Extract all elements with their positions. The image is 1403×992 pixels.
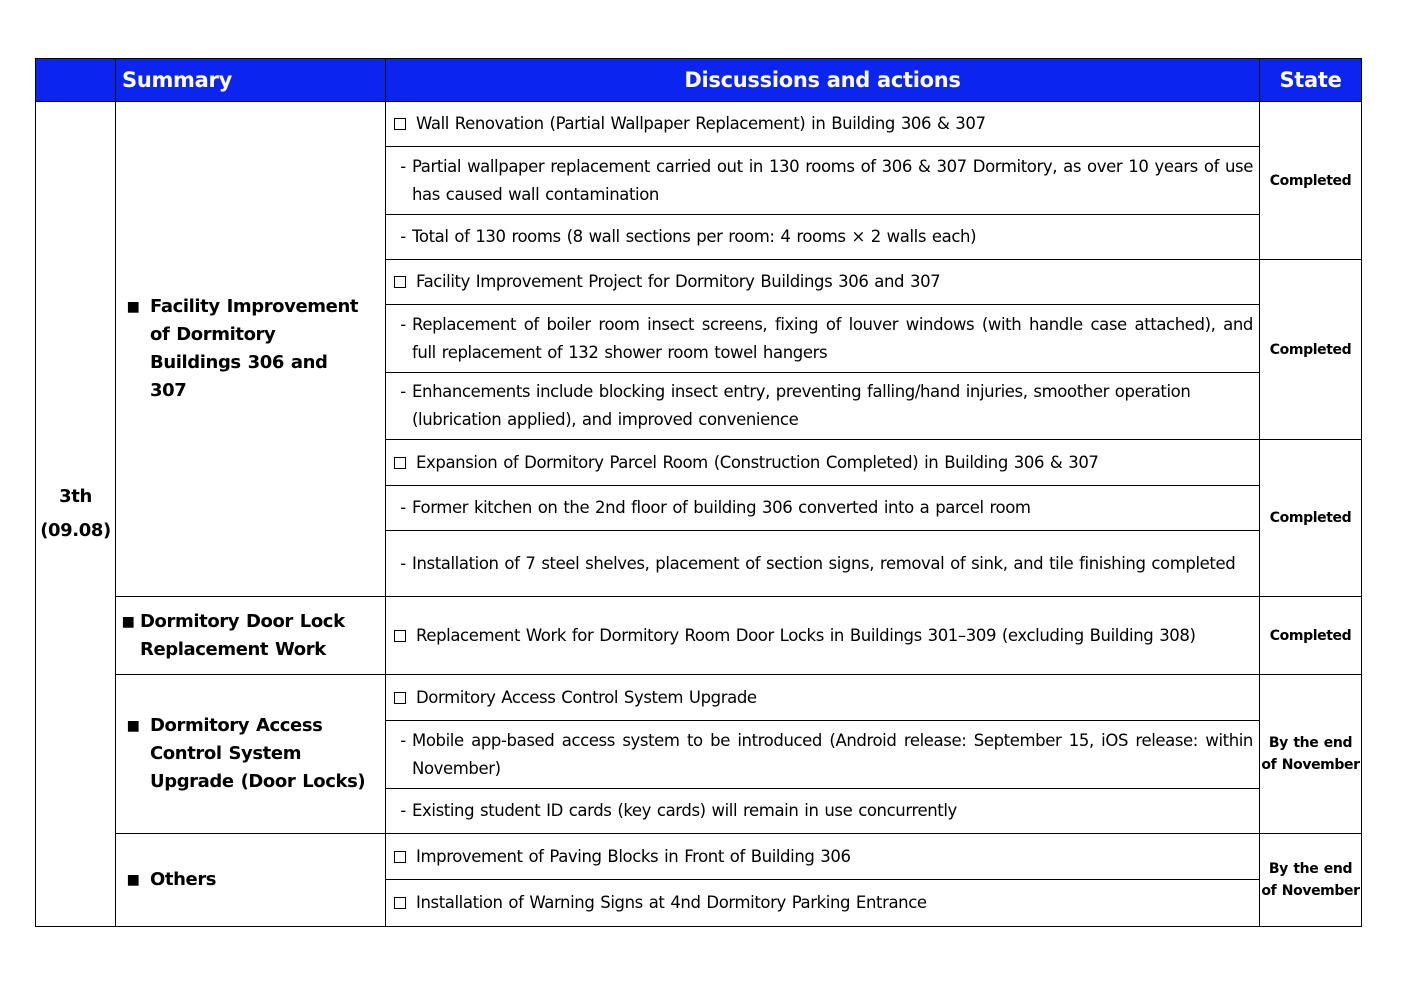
bullet-square-icon: ■ [126,718,140,734]
summary-text: Dormitory Door Lock Replacement Work [140,610,345,660]
table-row [36,597,1362,675]
action-detail [386,305,1260,373]
action-text: Installation of 7 steel shelves, placement of section signs, removal of sink, and tile finishing completed [412,553,1236,573]
summary-text: Others [150,869,217,890]
checkbox-icon [394,684,416,712]
minutes-table [35,58,1362,927]
header-session [36,59,116,102]
action-text: Wall Renovation (Partial Wallpaper Replacement) in Building 306 & 307 [416,114,986,133]
action-detail [386,215,1260,260]
table-row [36,102,1362,147]
bullet-square-icon: ■ [126,872,140,888]
bullet-square-icon: ■ [126,299,140,315]
action-item [386,102,1260,147]
state-cell: Completed [1260,102,1362,260]
action-item [386,880,1260,927]
dash-marker: - [400,382,406,401]
session-label: 3th [59,486,92,507]
session-date: (09.08) [40,520,111,541]
dash-marker: - [400,314,406,334]
action-text: Total of 130 rooms (8 wall sections per room: 4 rooms × 2 walls each) [412,227,977,246]
action-text: Dormitory Access Control System Upgrade [416,687,757,707]
header-summary: Summary [116,59,386,102]
action-detail [386,531,1260,597]
dash-marker: - [400,730,406,750]
action-text: Existing student ID cards (key cards) will remain in use concurrently [412,801,957,820]
summary-others [116,834,386,927]
action-item [386,675,1260,721]
bullet-square-icon: ■ [121,613,135,630]
dash-marker: - [400,801,406,820]
checkbox-icon [394,268,416,296]
summary-text: Facility Improvement of Dormitory Buildings 306 and 307 [150,296,359,401]
action-text: Partial wallpaper replacement carried out in 130 rooms of 306 & 307 Dormitory, as over 10 years of use has caused wall contamination [412,156,1253,204]
summary-text: Dormitory Access Control System Upgrade (Door Locks) [150,715,366,792]
table-row [36,834,1362,880]
header-row [36,59,1362,102]
state-cell: By the end of November [1260,675,1362,834]
state-cell: Completed [1260,440,1362,597]
header-discussions: Discussions and actions [386,59,1260,102]
action-item [386,597,1260,675]
dash-marker: - [400,553,406,573]
action-detail [386,147,1260,215]
state-cell: Completed [1260,260,1362,440]
checkbox-icon [394,449,416,477]
action-text: Replacement Work for Dormitory Room Door Locks in Buildings 301–309 (excluding Building 308) [416,625,1196,645]
summary-access-control [116,675,386,834]
action-text: Former kitchen on the 2nd floor of building 306 converted into a parcel room [412,498,1031,517]
action-detail [386,721,1260,789]
dash-marker: - [400,227,406,246]
checkbox-icon [394,110,416,138]
summary-facility-improvement [116,102,386,597]
action-text: Facility Improvement Project for Dormitory Buildings 306 and 307 [416,272,941,291]
action-text: Replacement of boiler room insect screens, fixing of louver windows (with handle case attached), and full replacement of 132 shower room towel hangers [412,314,1253,362]
action-text: Improvement of Paving Blocks in Front of Building 306 [416,846,851,866]
session-cell [36,102,116,927]
minutes-table-wrapper [35,58,1361,927]
dash-marker: - [400,498,406,517]
action-text: Expansion of Dormitory Parcel Room (Construction Completed) in Building 306 & 307 [416,452,1099,472]
state-cell: By the end of November [1260,834,1362,927]
action-detail [386,373,1260,440]
action-text: Enhancements include blocking insect entry, preventing falling/hand injuries, smoother operation (lubrication applied), and improved convenience [412,382,1191,429]
table-row [36,675,1362,721]
action-item [386,834,1260,880]
action-detail [386,486,1260,531]
action-text: Installation of Warning Signs at 4nd Dormitory Parking Entrance [416,893,927,912]
action-item [386,440,1260,486]
action-item [386,260,1260,305]
dash-marker: - [400,156,406,176]
checkbox-icon [394,843,416,871]
state-cell: Completed [1260,597,1362,675]
checkbox-icon [394,889,416,917]
action-text: Mobile app-based access system to be introduced (Android release: September 15, iOS release: within November) [412,730,1253,778]
summary-door-lock [116,597,386,675]
action-detail [386,789,1260,834]
header-state: State [1260,59,1362,102]
checkbox-icon [394,622,416,650]
